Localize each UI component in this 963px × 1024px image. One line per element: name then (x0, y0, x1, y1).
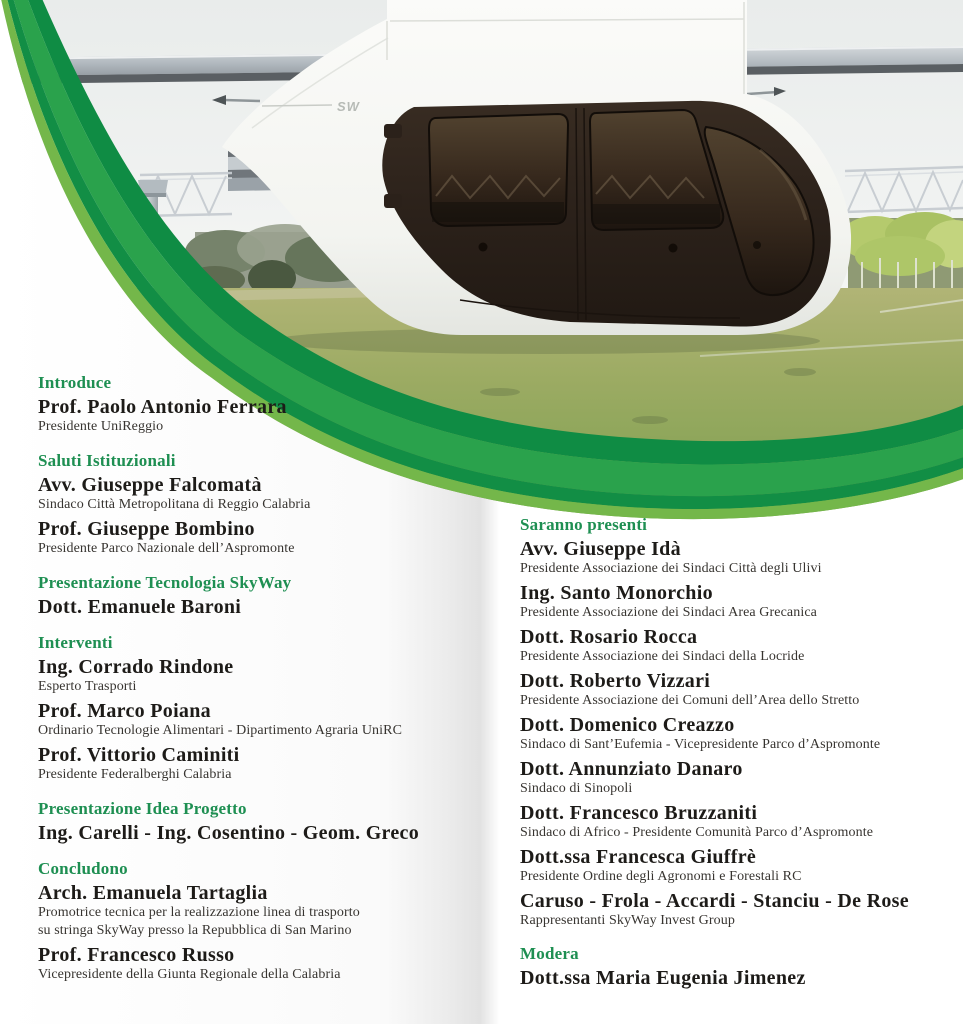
program-entry (38, 822, 508, 844)
program-entry (520, 758, 956, 798)
band-tab-upper (384, 124, 402, 138)
program-entry (38, 700, 508, 740)
speaker-name: Avv. Giuseppe Falcomatà (38, 474, 262, 496)
program-entry (38, 396, 508, 436)
speaker-name: Ing. Carelli - Ing. Cosentino - Geom. Greco (38, 822, 420, 844)
speaker-role: su stringa SkyWay presso la Repubblica di San Marino (38, 923, 352, 938)
speaker-name: Dott. Francesco Bruzzaniti (520, 802, 758, 824)
section-header: Presentazione Tecnologia SkyWay (38, 573, 292, 592)
speaker-role: Presidente Ordine degli Agronomi e Forestali RC (520, 869, 802, 884)
program-section (520, 943, 956, 989)
pod-window-1 (429, 114, 568, 226)
section-header: Presentazione Idea Progetto (38, 799, 247, 818)
program-section (38, 572, 508, 618)
speaker-name: Prof. Giuseppe Bombino (38, 518, 255, 540)
speaker-name: Dott. Domenico Creazzo (520, 714, 735, 736)
program-entry (520, 582, 956, 622)
speaker-name: Ing. Santo Monorchio (520, 582, 713, 604)
speaker-role: Sindaco di Africo - Presidente Comunità Parco d’Aspromonte (520, 825, 874, 840)
program-entry (520, 670, 956, 710)
speaker-role: Presidente Associazione dei Comuni dell’Area dello Stretto (520, 693, 860, 708)
program-entry (520, 538, 956, 578)
speaker-name: Prof. Paolo Antonio Ferrara (38, 396, 287, 418)
program-entry (520, 967, 956, 989)
program-entry (520, 846, 956, 886)
speaker-name: Dott. Roberto Vizzari (520, 670, 711, 692)
program-entry (38, 744, 508, 784)
program-section (38, 450, 508, 558)
program-section (38, 372, 508, 436)
speaker-name: Caruso - Frola - Accardi - Stanciu - De Rose (520, 890, 909, 912)
section-header: Interventi (38, 633, 113, 652)
program-section (38, 632, 508, 784)
speaker-role: Vicepresidente della Giunta Regionale della Calabria (38, 967, 341, 982)
program-section (38, 798, 508, 844)
program-entry (520, 714, 956, 754)
program-entry (38, 882, 508, 940)
program-entry (38, 474, 508, 514)
section-header: Concludono (38, 859, 128, 878)
pod-logo: SW (337, 99, 360, 114)
speaker-role: Promotrice tecnica per la realizzazione linea di trasporto (38, 905, 360, 920)
program-entry (38, 518, 508, 558)
speaker-name: Dott. Emanuele Baroni (38, 596, 242, 618)
program-column-left (38, 372, 508, 998)
speaker-role: Presidente Associazione dei Sindaci Area Grecanica (520, 605, 817, 620)
program-entry (38, 596, 508, 618)
section-header: Modera (520, 944, 579, 963)
program-entry (520, 890, 956, 930)
speaker-role: Sindaco di Sant’Eufemia - Vicepresidente Parco d’Aspromonte (520, 737, 881, 752)
trees-right (840, 212, 963, 300)
speaker-name: Dott. Annunziato Danaro (520, 758, 743, 780)
band-tab-lower (384, 194, 402, 208)
speaker-name: Prof. Vittorio Caminiti (38, 744, 240, 766)
speaker-name: Avv. Giuseppe Idà (520, 538, 681, 560)
speaker-role: Sindaco Città Metropolitana di Reggio Calabria (38, 497, 311, 512)
speaker-name: Arch. Emanuela Tartaglia (38, 882, 268, 904)
speaker-role: Ordinario Tecnologie Alimentari - Dipartimento Agraria UniRC (38, 723, 403, 738)
speaker-role: Sindaco di Sinopoli (520, 781, 633, 796)
section-header: Introduce (38, 373, 112, 392)
program-entry (520, 626, 956, 666)
program-section (38, 858, 508, 984)
speaker-role: Presidente Parco Nazionale dell’Aspromonte (38, 541, 295, 556)
speaker-name: Prof. Marco Poiana (38, 700, 211, 722)
speaker-name: Prof. Francesco Russo (38, 944, 235, 966)
speaker-role: Rappresentanti SkyWay Invest Group (520, 913, 735, 928)
speaker-role: Presidente Associazione dei Sindaci della Locride (520, 649, 805, 664)
speaker-role: Presidente Associazione dei Sindaci Città degli Ulivi (520, 561, 822, 576)
speaker-name: Ing. Corrado Rindone (38, 656, 234, 678)
program-column-right (520, 514, 956, 1002)
program-entry (38, 944, 508, 984)
speaker-role: Presidente Federalberghi Calabria (38, 767, 232, 782)
speaker-name: Dott.ssa Francesca Giuffrè (520, 846, 757, 868)
speaker-name: Dott.ssa Maria Eugenia Jimenez (520, 967, 806, 989)
section-header: Saluti Istituzionali (38, 451, 176, 470)
program-section (520, 514, 956, 930)
speaker-name: Dott. Rosario Rocca (520, 626, 698, 648)
section-header: Saranno presenti (520, 515, 648, 534)
speaker-role: Esperto Trasporti (38, 679, 137, 694)
speaker-role: Presidente UniReggio (38, 419, 164, 434)
program-entry (38, 656, 508, 696)
program-entry (520, 802, 956, 842)
